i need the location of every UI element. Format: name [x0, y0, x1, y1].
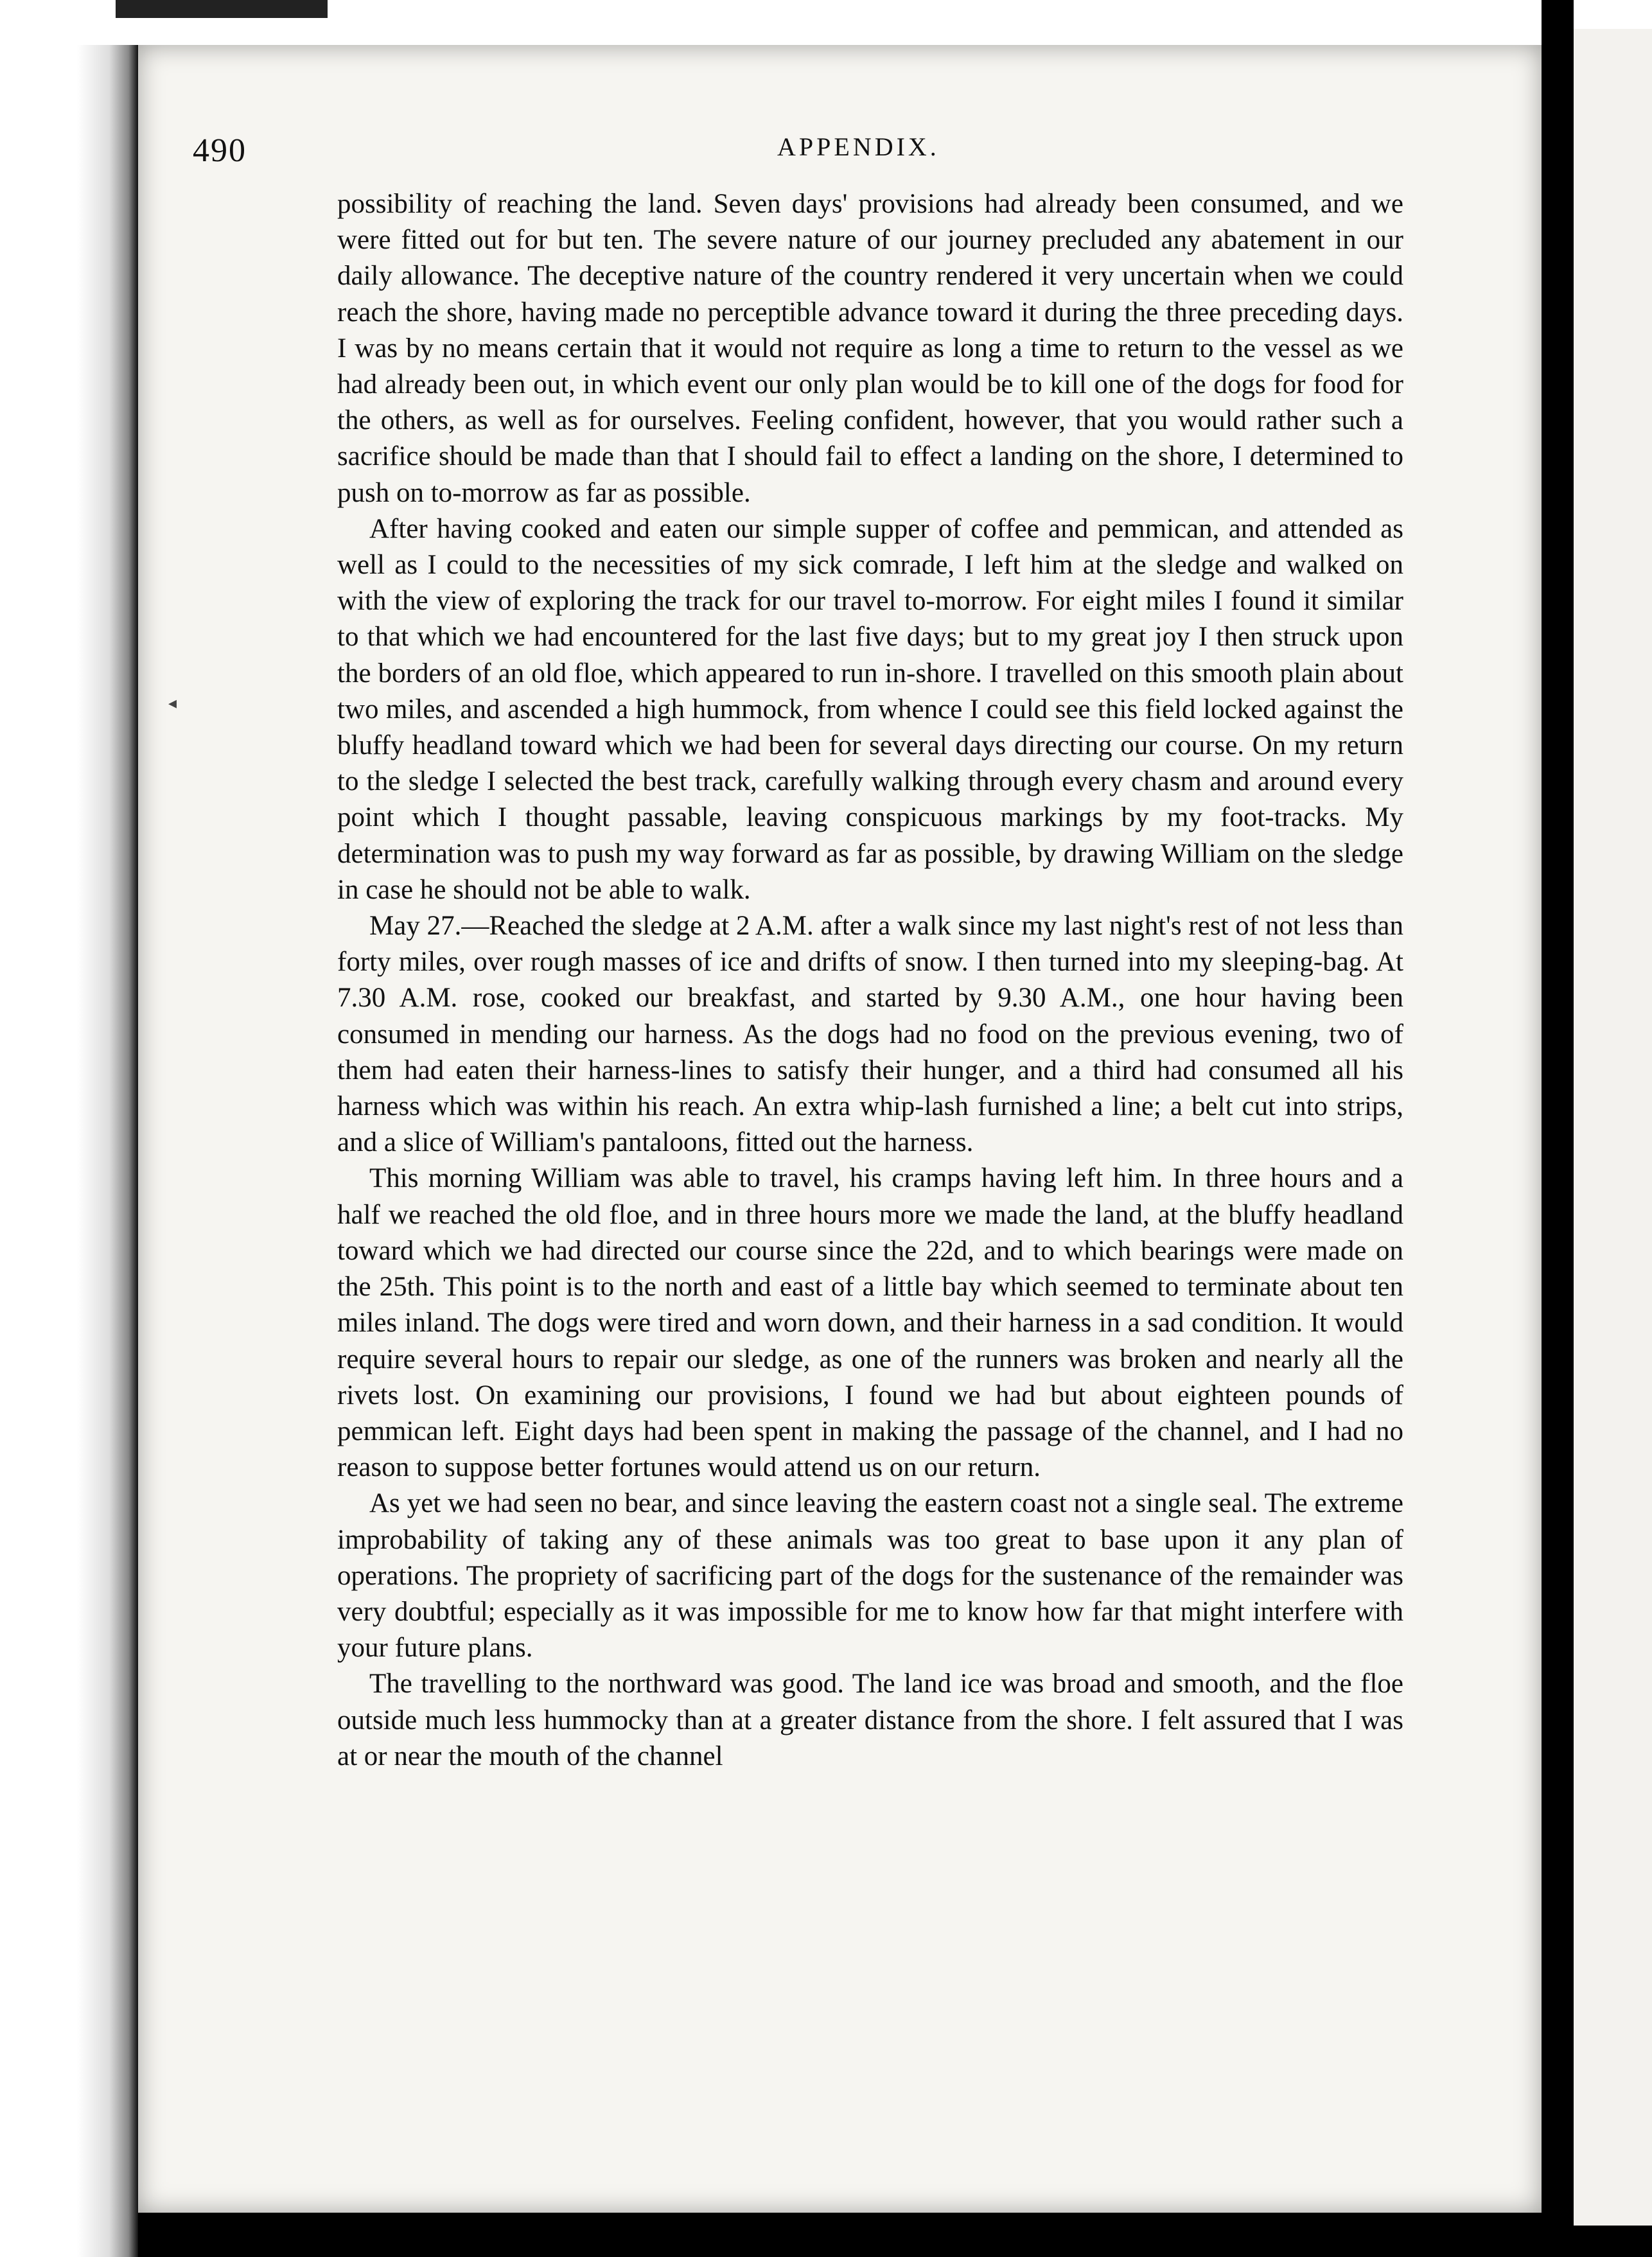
- adjacent-page-edge: [1574, 29, 1652, 2226]
- page-body: [337, 186, 1403, 1775]
- scan-top-strip: [0, 0, 1652, 45]
- paragraph: After having cooked and eaten our simple supper of coffee and pemmican, and attended as well as I could to the necessities of my sick comrade, I left him at the sledge and walked on with the view of exploring the track for our travel to-morrow. For eight miles I found it similar to that which we had encountered for the last five days; but to my great joy I then struck upon the borders of an old floe, which appeared to run in-shore. I travelled on this smooth plain about two miles, and ascended a high hummock, from whence I could see this field locked against the bluffy headland toward which we had been for several days directing our course. On my return to the sledge I selected the best track, carefully walking through every chasm and around every point which I thought passable, leaving conspicuous markings by my foot-tracks. My determination was to push my way forward as far as possible, by drawing William on the sledge in case he should not be able to walk.: [337, 513, 1403, 905]
- scan-left-margin: [0, 45, 138, 2257]
- scan-gutter: [1542, 0, 1574, 2257]
- paragraph: As yet we had seen no bear, and since leaving the eastern coast not a single seal. The extreme improbability of taking any of these animals was too great to base upon it any plan of operations. The propriety of sacrificing part of the dogs for the sustenance of the remainder was very doubtful; especially as it was impossible for me to know how far that might interfere with your future plans.: [337, 1488, 1403, 1664]
- paragraph: This morning William was able to travel, his cramps having left him. In three hours and a half we reached the old floe, and in three hours more we made the land, at the bluffy headland toward which we had directed our course since the 22d, and to which bearings were made on the 25th. This point is to the north and east of a little bay which seemed to terminate about ten miles inland. The dogs were tired and worn down, and their harness in a sad condition. It would require several hours to repair our sledge, as one of the runners was broken and nearly all the rivets lost. On examining our provisions, I found we had but about eighteen pounds of pemmican left. Eight days had been spent in making the passage of the channel, and I had no reason to suppose better fortunes would attend us on our return.: [337, 1163, 1403, 1483]
- running-title: APPENDIX.: [777, 132, 940, 161]
- paragraph: The travelling to the northward was good. The land ice was broad and smooth, and the floe outside much less hummocky than at a greater distance from the shore. I felt assured that I was at or near the mouth of the channel: [337, 1669, 1403, 1771]
- margin-arrow-icon: ◂: [168, 694, 177, 713]
- paragraph: possibility of reaching the land. Seven days' provisions had already been consumed, and we were fitted out for but ten. The severe nature of our journey precluded any abatement in our daily allowance. The deceptive nature of the country rendered it very uncertain when we could reach the shore, having made no perceptible advance toward it during the three preceding days. I was by no means certain that it would not require as long a time to return to the vessel as we had already been out, in which event our only plan would be to kill one of the dogs for food for the others, as well as for ourselves. Feeling confident, however, that you would rather such a sacrifice should be made than that I should fail to effect a landing on the shore, I determined to push on to-morrow as far as possible.: [337, 189, 1403, 508]
- paragraph: May 27.—Reached the sledge at 2 A.M. after a walk since my last night's rest of not less than forty miles, over rough masses of ice and drifts of snow. I then turned into my sleeping-bag. At 7.30 A.M. rose, cooked our breakfast, and started by 9.30 A.M., one hour having been consumed in mending our harness. As the dogs had no food on the previous evening, two of them had eaten their harness-lines to satisfy their hunger, and a third had consumed all his harness which was within his reach. An extra whip-lash furnished a line; a belt cut into strips, and a slice of William's pantaloons, fitted out the harness.: [337, 911, 1403, 1158]
- scan-artifact-bar: [116, 0, 328, 18]
- page-number: 490: [193, 132, 247, 169]
